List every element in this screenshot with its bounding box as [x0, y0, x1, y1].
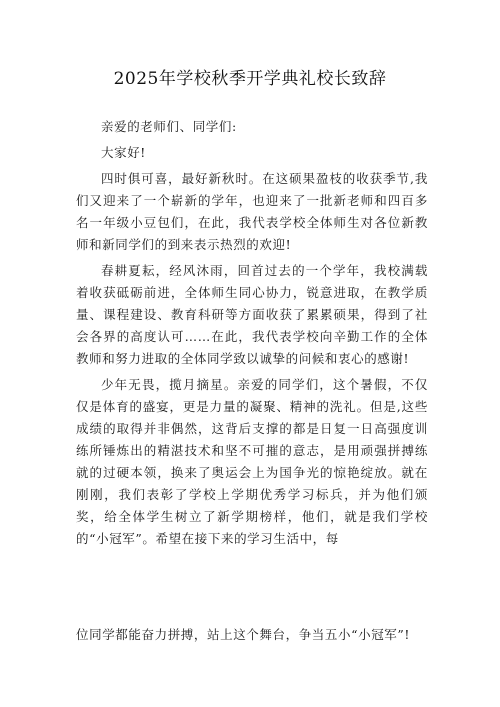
document-body: [76, 116, 428, 554]
paragraph-champions: 少年无畏，揽月摘星。亲爱的同学们，这个暑假，不仅仅是体育的盛宴，更是力量的凝聚、精神的洗礼。但是,这些成绩的取得并非偶然，这背后支撑的都是日复一日高强度训练所锤炼出的精湛技术和坚不可摧的意志，是用顽强拼搏练就的过硬本领，换来了奥运会上为国争光的惊艳绽放。就在刚刚，我们表彰了学校上学期优秀学习标兵，并为他们颁奖，给全体学生树立了新学期榜样，他们，就是我们学校的“小冠军”。希望在接下来的学习生活中，每: [76, 377, 428, 546]
paragraph-greeting-teachers: 亲爱的老师们、同学们:: [101, 119, 237, 134]
paragraph-greeting-all: 大家好!: [101, 145, 146, 160]
paragraph-past-year: 春耕夏耘，经风沐雨，回首过去的一个学年，我校满载着收获砥砺前进，全体师生同心协力，锐意进取，在教学质量、课程建设、教育科研等方面收获了累累硕果，得到了社会各界的高度认可……在此，我代表学校向辛勤工作的全体教师和努力进取的全体同学致以诚挚的问候和衷心的感谢!: [76, 263, 428, 366]
paragraph-new-semester: 四时俱可喜，最好新秋时。在这硕果盈枝的收获季节,我们又迎来了一个崭新的学年，也迎来了一批新老师和四百多名一年级小豆包们，在此，我代表学校全体师生对各位新教师和新同学们的到来表示热烈的欢迎!: [76, 171, 428, 252]
document-title: 2025年学校秋季开学典礼校长致辞: [113, 69, 387, 89]
paragraph-continuation: 位同学都能奋力拼搏，站上这个舞台，争当五小“小冠军”!: [76, 627, 411, 642]
